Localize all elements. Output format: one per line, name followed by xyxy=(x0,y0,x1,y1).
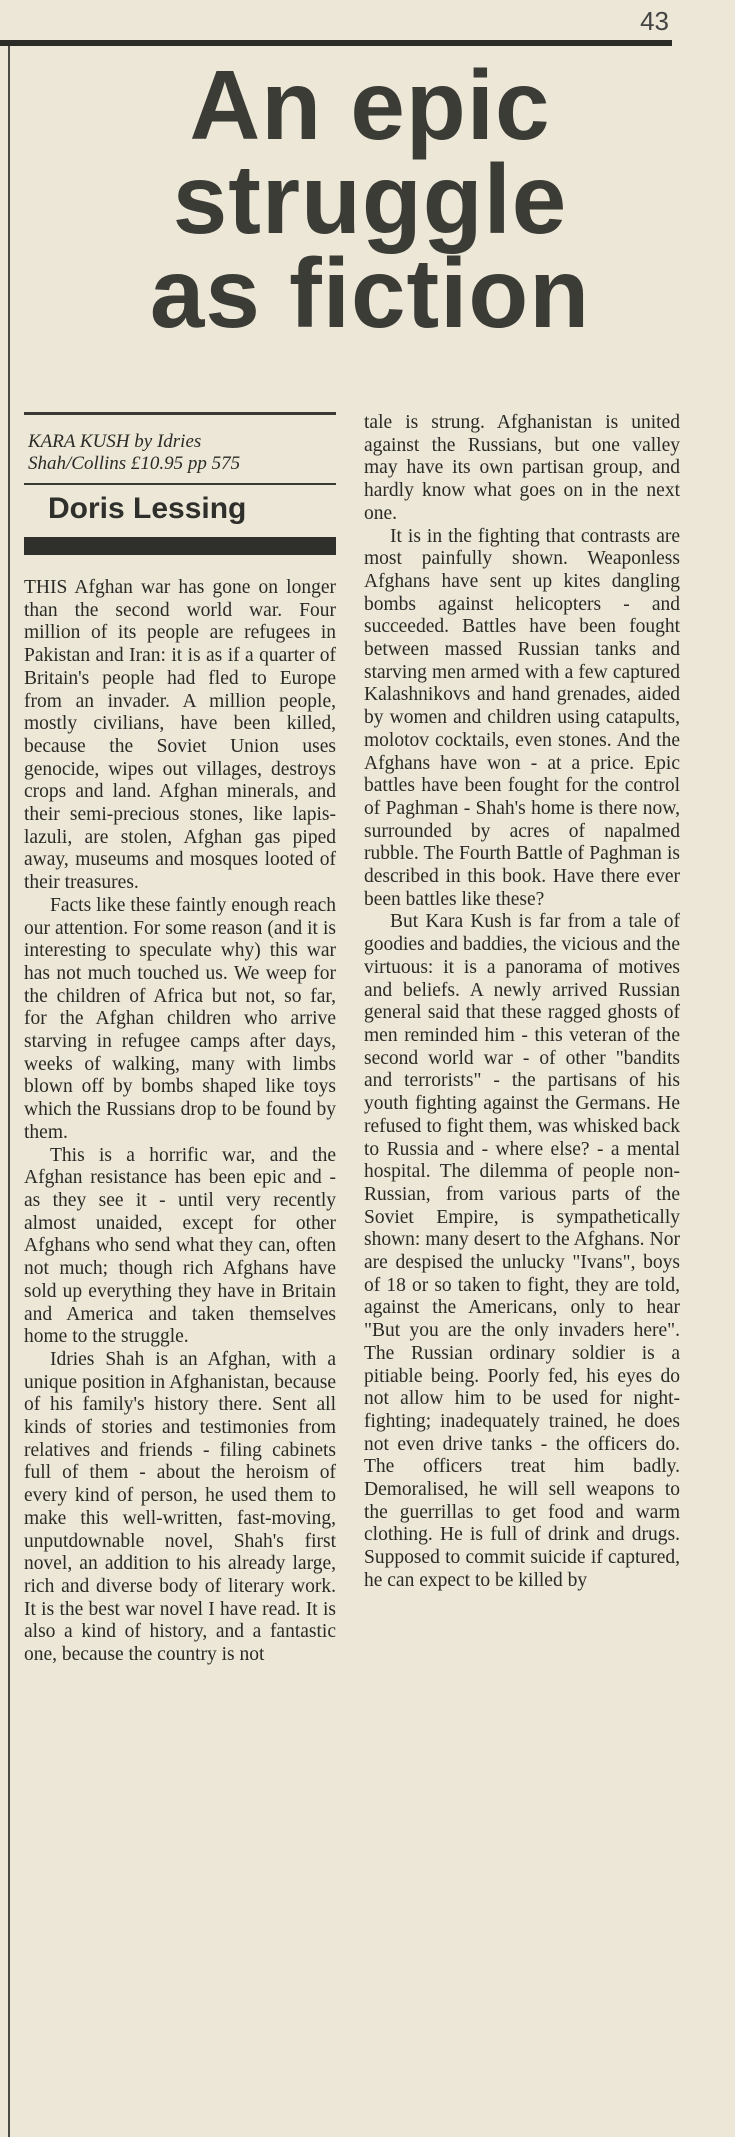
paragraph: Facts like these faintly enough reach our attention. For some reason (and it is interesting to speculate why) this war has not much touched us. We weep for the children of Africa but not, so far, for the Afghan children who arrive starving in refugee camps after days, weeks of walking, many with limbs blown off by bombs shaped like toys which the Russians drop to be found by them. xyxy=(24,894,336,1143)
headline xyxy=(60,50,680,348)
left-column-text xyxy=(24,577,336,1667)
author-name: Doris Lessing xyxy=(48,492,247,525)
top-rule xyxy=(0,40,672,46)
right-column-text xyxy=(364,412,680,1593)
page-number: 43 xyxy=(640,6,669,36)
headline-line: struggle xyxy=(172,144,568,254)
paragraph: THIS Afghan war has gone on longer than the second world war. Four million of its people are refugees in Pakistan and Iran: it is as if a quarter of Britain's people had fled to Europe from an invader. A million people, mostly civilians, have been killed, because the Soviet Union uses genocide, wipes out villages, destroys crops and land. Afghan minerals, and their semi-precious stones, like lapis-lazuli, are stolen, Afghan gas piped away, museums and mosques looted of their treasures. xyxy=(24,577,336,894)
book-info-line: KARA KUSH by Idries xyxy=(28,431,202,452)
paragraph: This is a horrific war, and the Afghan resistance has been epic and - as they see it - until very recently almost unaided, except for other Afghans who send what they can, often not much; though rich Afghans have sold up everything they have in Britain and America and taken themselves home to the struggle. xyxy=(24,1144,336,1348)
book-info-line: Shah/Collins £10.95 pp 575 xyxy=(28,453,241,474)
headline-line: as fiction xyxy=(149,238,591,348)
paragraph: Idries Shah is an Afghan, with a unique position in Afghanistan, because of his family's history there. Sent all kinds of stories and testimonies from relatives and friends - filing cabinets full of them - about the heroism of every kind of person, he used them to make this well-written, fast-moving, unputdownable novel, Shah's first novel, an addition to his already large, rich and diverse body of literary work. It is the best war novel I have read. It is also a kind of history, and a fantastic one, because the country is not xyxy=(24,1348,336,1666)
thick-rule xyxy=(24,537,336,555)
paragraph: tale is strung. Afghanistan is united against the Russians, but one valley may have its own partisan group, and hardly know what goes on in the next one. xyxy=(364,412,680,524)
book-info xyxy=(24,415,336,481)
author-rule xyxy=(24,483,336,485)
right-column xyxy=(364,412,680,1593)
paragraph: But Kara Kush is far from a tale of goodies and baddies, the vicious and the virtuous: it is a panorama of motives and beliefs. A newly arrived Russian general said that these ragged ghosts of men reminded him - this veteran of the second world war - of other "bandits and terrorists" - the partisans of his youth fighting against the Germans. He refused to fight them, was whisked back to Russia and - where else? - a mental hospital. The dilemma of people non-Russian, from various parts of the Soviet Empire, is sympathetically shown: many desert to the Afghans. Nor are despised the unlucky "Ivans", boys of 18 or so taken to fight, they are told, against the Americans, only to hear "But you are the only invaders here". The Russian ordinary soldier is a pitiable being. Poorly fed, his eyes do not allow him to be used for night-fighting; inadequately trained, he does not even drive tanks - the officers do. The officers treat him badly. Demoralised, he will sell weapons to the guerrillas to get food and warm clothing. He is full of drink and drugs. Supposed to commit suicide if captured, he can expect to be killed by xyxy=(364,911,680,1591)
paragraph: It is in the fighting that contrasts are most painfully shown. Weaponless Afghans have sent up kites dangling bombs against helicopters - and succeeded. Battles have been fought between massed Russian tanks and starving men armed with a few captured Kalashnikovs and hand grenades, aided by women and children using catapults, molotov cocktails, even stones. And the Afghans have won - at a price. Epic battles have been fought for the control of Paghman - Shah's home is there now, surrounded by acres of napalmed rubble. The Fourth Battle of Paghman is described in this book. Have there ever been battles like these? xyxy=(364,525,680,910)
headline-line: An epic xyxy=(189,50,551,160)
left-column xyxy=(24,412,336,1667)
left-margin-rule xyxy=(8,46,10,2137)
